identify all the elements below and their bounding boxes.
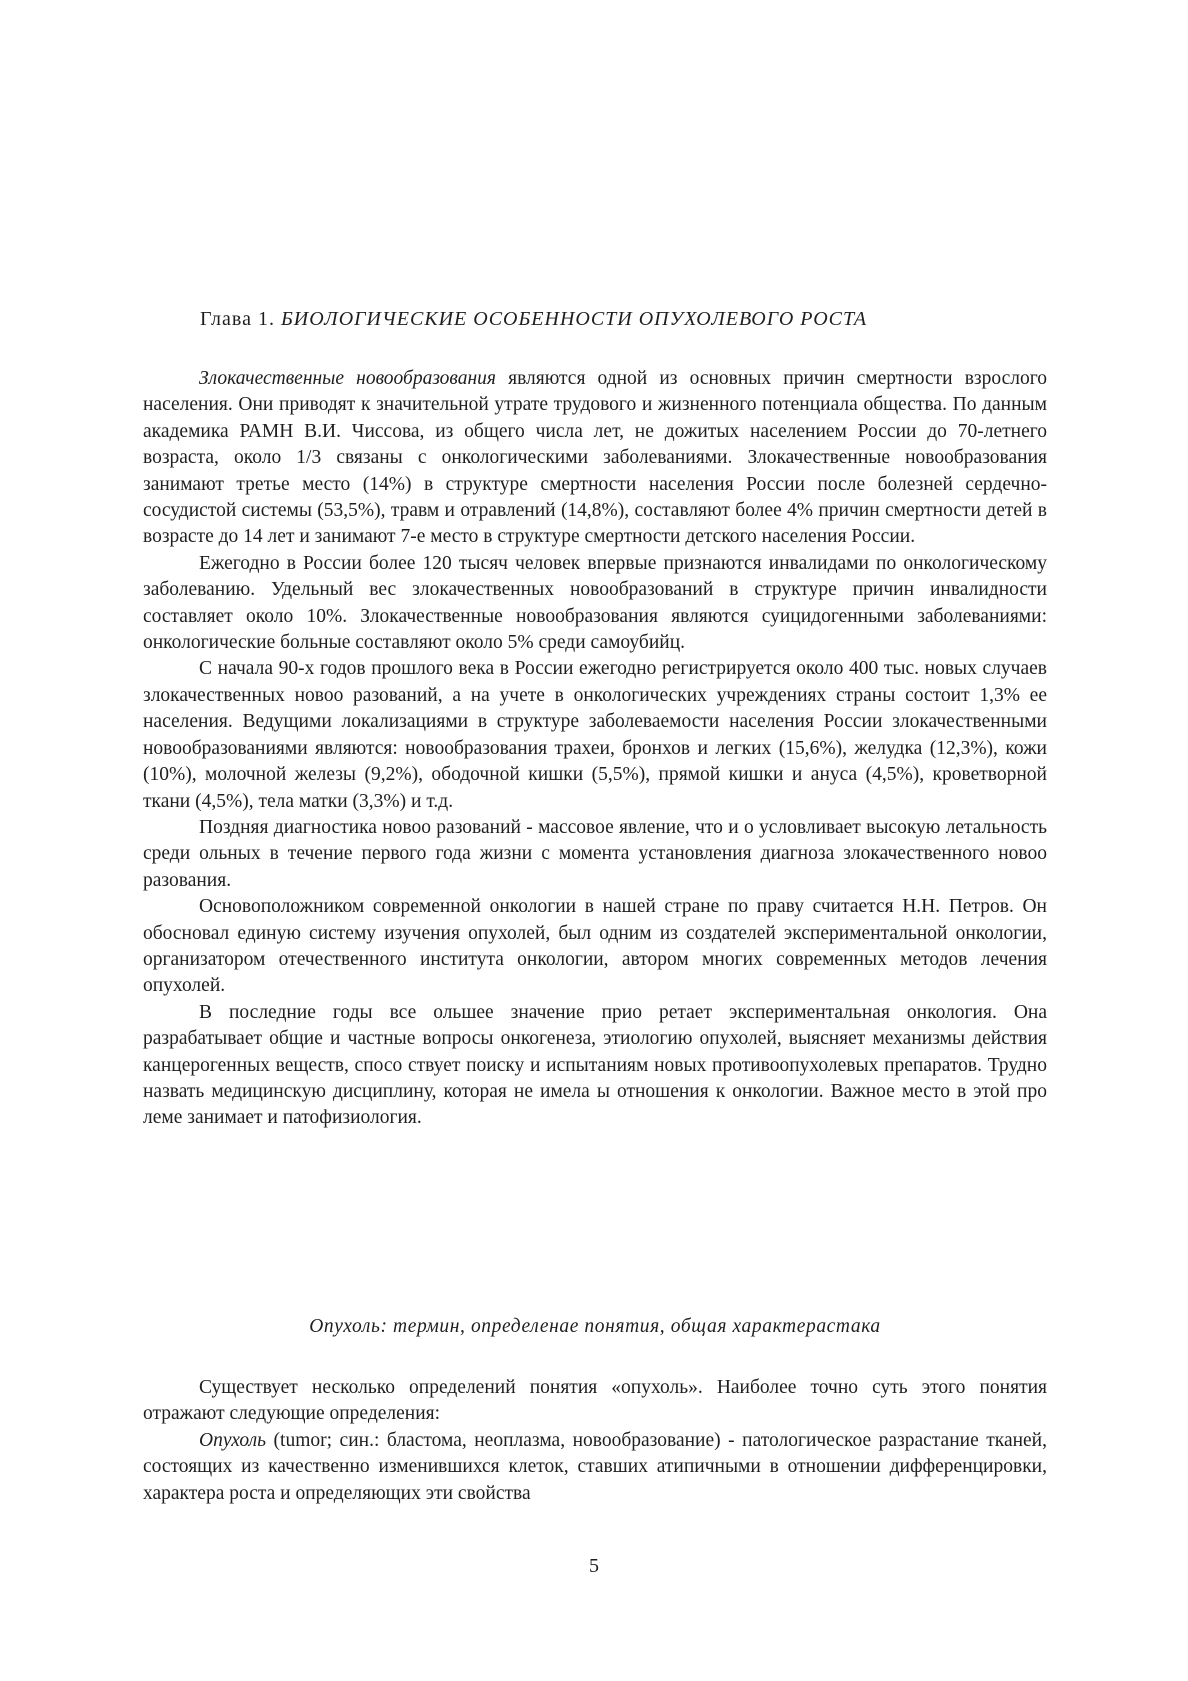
paragraph	[143, 1000, 1047, 1132]
paragraph	[143, 551, 1047, 657]
paragraph-text: являются одной из основных причин смертности взрослого населения. Они приводят к значительной утрате трудового и жизненного потенциала общества. По данным академика РАМН В.И. Чиссова, из общего числа лет, не дожитых населением России до 70-летнего возраста, около 1/3 связаны с онкологическими заболеваниями. Злокачественные новообразования занимают третье место (14%) в структуре смертности населения России после болезней сердечно-сосудистой системы (53,5%), травм и отравлений (14,8%), составляют более 4% причин смертности детей в возрасте до 14 лет и занимают 7-е место в структуре смертности детского населения России.	[143, 368, 1047, 548]
chapter-heading	[200, 308, 867, 331]
paragraph-text: В последние годы все ольшее значение прио ретает экспериментальная онкология. Она разрабатывает общие и частные вопросы онкогенеза, этиологию опухолей, выясняет механизмы действия канцерогенных веществ, спосо ствует поиску и испытаниям новых противоопухолевых препаратов. Трудно назвать медицинскую дисциплину, которая не имела ы отношения к онкологии. Важное место в этой про леме занимает и патофизиология.	[143, 1001, 1047, 1129]
paragraph-lead-term: Злокачественные новообразования	[199, 368, 496, 389]
paragraph	[143, 1428, 1047, 1507]
body-text-continued	[143, 1375, 1047, 1507]
chapter-label: Глава 1.	[200, 308, 281, 330]
page-number: 5	[589, 1555, 599, 1577]
paragraph-text: Поздняя диагностика новоо разований - массовое явление, что и о условливает высокую летальность среди ольных в течение первого года жизни с момента установления диагноза злокачественного новоо разования.	[143, 816, 1047, 891]
paragraph-text: С начала 90-х годов прошлого века в России ежегодно регистрируется около 400 тыс. новых случаев злокачественных новоо разований, а на учете в онкологических учреждениях страны состоит 1,3% ее населения. Ведущими локализациями в структуре заболеваемости населения России злокачественными новообразованиями являются: новообразования трахеи, бронхов и легких (15,6%), желудка (12,3%), кожи (10%), молочной железы (9,2%), ободочной кишки (5,5%), прямой кишки и ануса (4,5%), кроветворной ткани (4,5%), тела матки (3,3%) и т.д.	[143, 658, 1047, 812]
section-title: Опухоль: термин, определенае понятия, общая характерастака	[309, 1316, 881, 1337]
paragraph-text: Существует несколько определений понятия «опухоль». Наиболее точно суть этого понятия отражают следующие определения:	[143, 1377, 1047, 1425]
paragraph	[143, 366, 1047, 551]
paragraph	[143, 894, 1047, 1000]
paragraph	[143, 656, 1047, 814]
body-text	[143, 366, 1047, 1132]
paragraph-lead-term: Опухоль	[199, 1429, 267, 1451]
paragraph-text: Ежегодно в России более 120 тысяч человек впервые признаются инвалидами по онкологическому заболеванию. Удельный вес злокачественных новообразований в структуре причин инвалидности составляет около 10%. Злокачественные новообразования являются суицидогенными заболеваниями: онкологические больные составляют около 5% среди самоубийц.	[143, 552, 1047, 654]
paragraph	[143, 1375, 1047, 1428]
chapter-title: БИОЛОГИЧЕСКИЕ ОСОБЕННОСТИ ОПУХОЛЕВОГО РОСТА	[280, 308, 868, 330]
paragraph-text: (tumor; син.: бластома, неоплазма, новообразование) - патологическое разрастание тканей, состоящих из качественно изменившихся клеток, ставших атипичными в отношении дифференцировки, характера роста и определяющих эти свойства	[143, 1429, 1047, 1504]
paragraph	[143, 815, 1047, 894]
paragraph-text: Основоположником современной онкологии в нашей стране по праву считается Н.Н. Петров. Он обосновал единую систему изучения опухолей, был одним из создателей экспериментальной онкологии, организатором отечественного института онкологии, автором многих современных методов лечения опухолей.	[143, 896, 1047, 997]
